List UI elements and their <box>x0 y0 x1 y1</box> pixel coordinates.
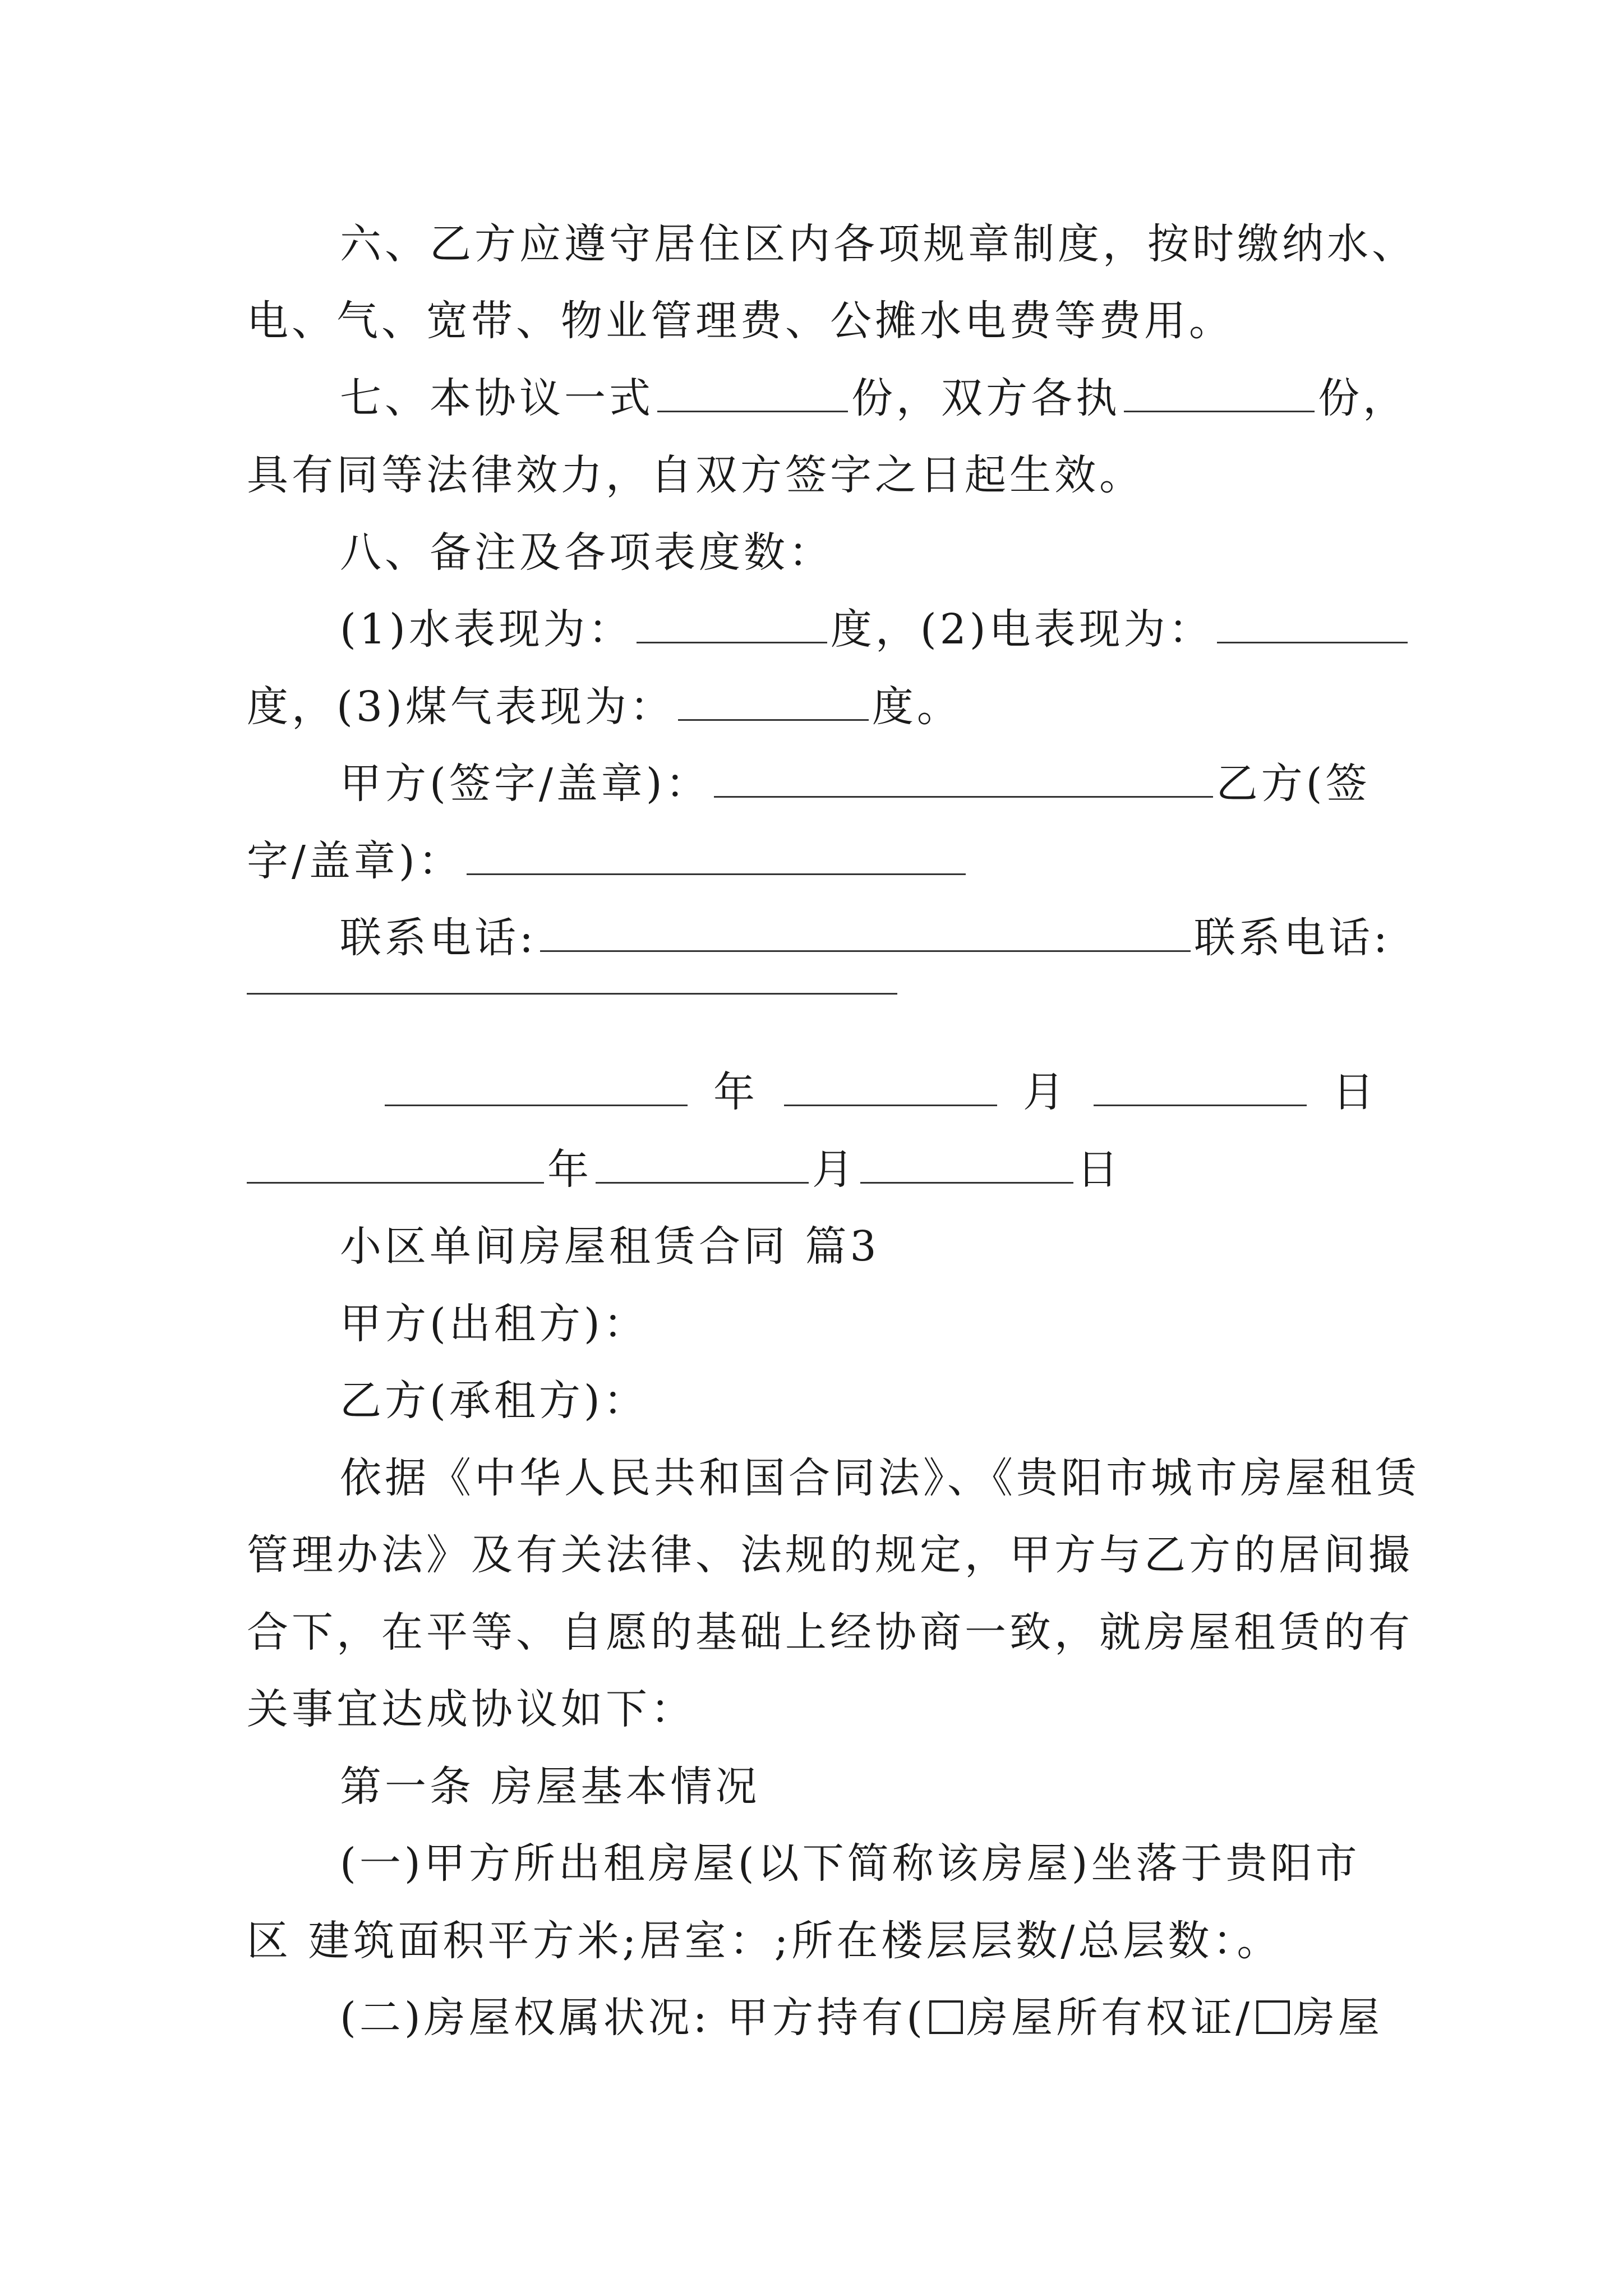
clause-8-heading: 八、备注及各项表度数： <box>340 528 833 577</box>
clause-6-line-2: 电、气、宽带、物业管理费、公摊水电费等费用。 <box>247 297 1234 345</box>
date-year-blank-b[interactable] <box>247 1146 544 1184</box>
clause-7-line-2: 具有同等法律效力，自双方签字之日起生效。 <box>247 451 1144 499</box>
water-meter-blank[interactable] <box>637 606 827 643</box>
date-day-label-b: 日 <box>1077 1145 1122 1194</box>
date-year-blank-a[interactable] <box>385 1069 688 1106</box>
date-year-label-b: 年 <box>547 1145 592 1194</box>
ownership-certificate-checkbox[interactable] <box>929 2000 963 2034</box>
article-1-item-2-line-1 <box>340 1990 1383 2046</box>
party-a-sign-blank[interactable] <box>714 760 1213 798</box>
lessor-label: 甲方(出租方)： <box>340 1300 648 1348</box>
date-month-label-a: 月 <box>1023 1068 1068 1116</box>
lessee-label: 乙方(承租方)： <box>340 1377 648 1425</box>
clause-7-text-c: 份， <box>1318 374 1408 422</box>
intro-line-1: 依据《中华人民共和国合同法》、《贵阳市城市房屋租赁 <box>340 1454 1420 1502</box>
party-b-sign-blank[interactable] <box>467 838 966 875</box>
intro-line-3: 合下，在平等、自愿的基础上经协商一致，就房屋租赁的有 <box>247 1608 1413 1657</box>
phone-line <box>340 910 1391 966</box>
party-b-phone-blank[interactable] <box>247 993 897 995</box>
signature-line-2 <box>247 833 969 889</box>
clause-6-line-1: 六、乙方应遵守居住区内各项规章制度，按时缴纳水、 <box>340 220 1417 268</box>
date-year-label-a: 年 <box>713 1068 758 1116</box>
electric-meter-blank[interactable] <box>1217 606 1408 643</box>
intro-line-4: 关事宜达成协议如下： <box>247 1685 695 1733</box>
party-b-sign-label-a: 乙方(签 <box>1216 760 1371 808</box>
article-1-item-1-line-2: 区 建筑面积平方米;居室：;所在楼层层数/总层数：。 <box>247 1917 1282 1965</box>
party-a-phone-blank[interactable] <box>540 914 1191 952</box>
party-a-phone-label: 联系电话: <box>340 914 537 962</box>
article-1-item-1-line-1: (一)甲方所出租房屋(以下简称该房屋)坐落于贵阳市 <box>340 1839 1361 1888</box>
clause-7-text-b: 份，双方各执 <box>851 374 1121 422</box>
party-a-sign-label: 甲方(签字/盖章)： <box>340 760 711 808</box>
copies-total-blank[interactable] <box>657 375 848 412</box>
gas-meter-label: 度，(3)煤气表现为： <box>247 683 675 731</box>
gas-meter-blank[interactable] <box>678 683 869 721</box>
party-b-sign-label-b: 字/盖章)： <box>247 837 463 885</box>
meter-line-1 <box>340 601 1411 657</box>
date-day-blank-a[interactable] <box>1094 1069 1307 1106</box>
date-month-blank-b[interactable] <box>596 1146 809 1184</box>
water-meter-label: (1)水表现为： <box>340 605 633 654</box>
date-line-1 <box>381 1064 1377 1120</box>
date-line-2 <box>247 1142 1122 1198</box>
ownership-text-b: 房屋所有权证/ <box>966 1994 1253 2042</box>
copies-each-blank[interactable] <box>1124 375 1315 412</box>
ownership-text-c: 房屋 <box>1293 1994 1384 2042</box>
clause-7-text-a: 七、本协议一式 <box>340 374 654 422</box>
signature-line-1 <box>340 756 1371 812</box>
date-month-label-b: 月 <box>812 1145 857 1194</box>
meter-line-2 <box>247 679 962 735</box>
clause-7-line-1 <box>340 370 1408 426</box>
date-day-label-a: 日 <box>1332 1068 1377 1116</box>
other-certificate-checkbox[interactable] <box>1256 2000 1290 2034</box>
intro-line-2: 管理办法》及有关法律、法规的规定，甲方与乙方的居间撮 <box>247 1531 1413 1579</box>
date-month-blank-a[interactable] <box>784 1069 997 1106</box>
ownership-text-a: (二)房屋权属状况: 甲方持有( <box>340 1994 926 2042</box>
date-day-blank-b[interactable] <box>860 1146 1073 1184</box>
party-b-phone-label: 联系电话: <box>1193 914 1391 962</box>
electric-meter-label: 度，(2)电表现为： <box>830 605 1214 654</box>
section-title: 小区单间房屋租赁合同 篇3 <box>340 1222 880 1271</box>
meter-end-text: 度。 <box>872 683 962 731</box>
article-1-heading: 第一条 房屋基本情况 <box>340 1763 760 1811</box>
